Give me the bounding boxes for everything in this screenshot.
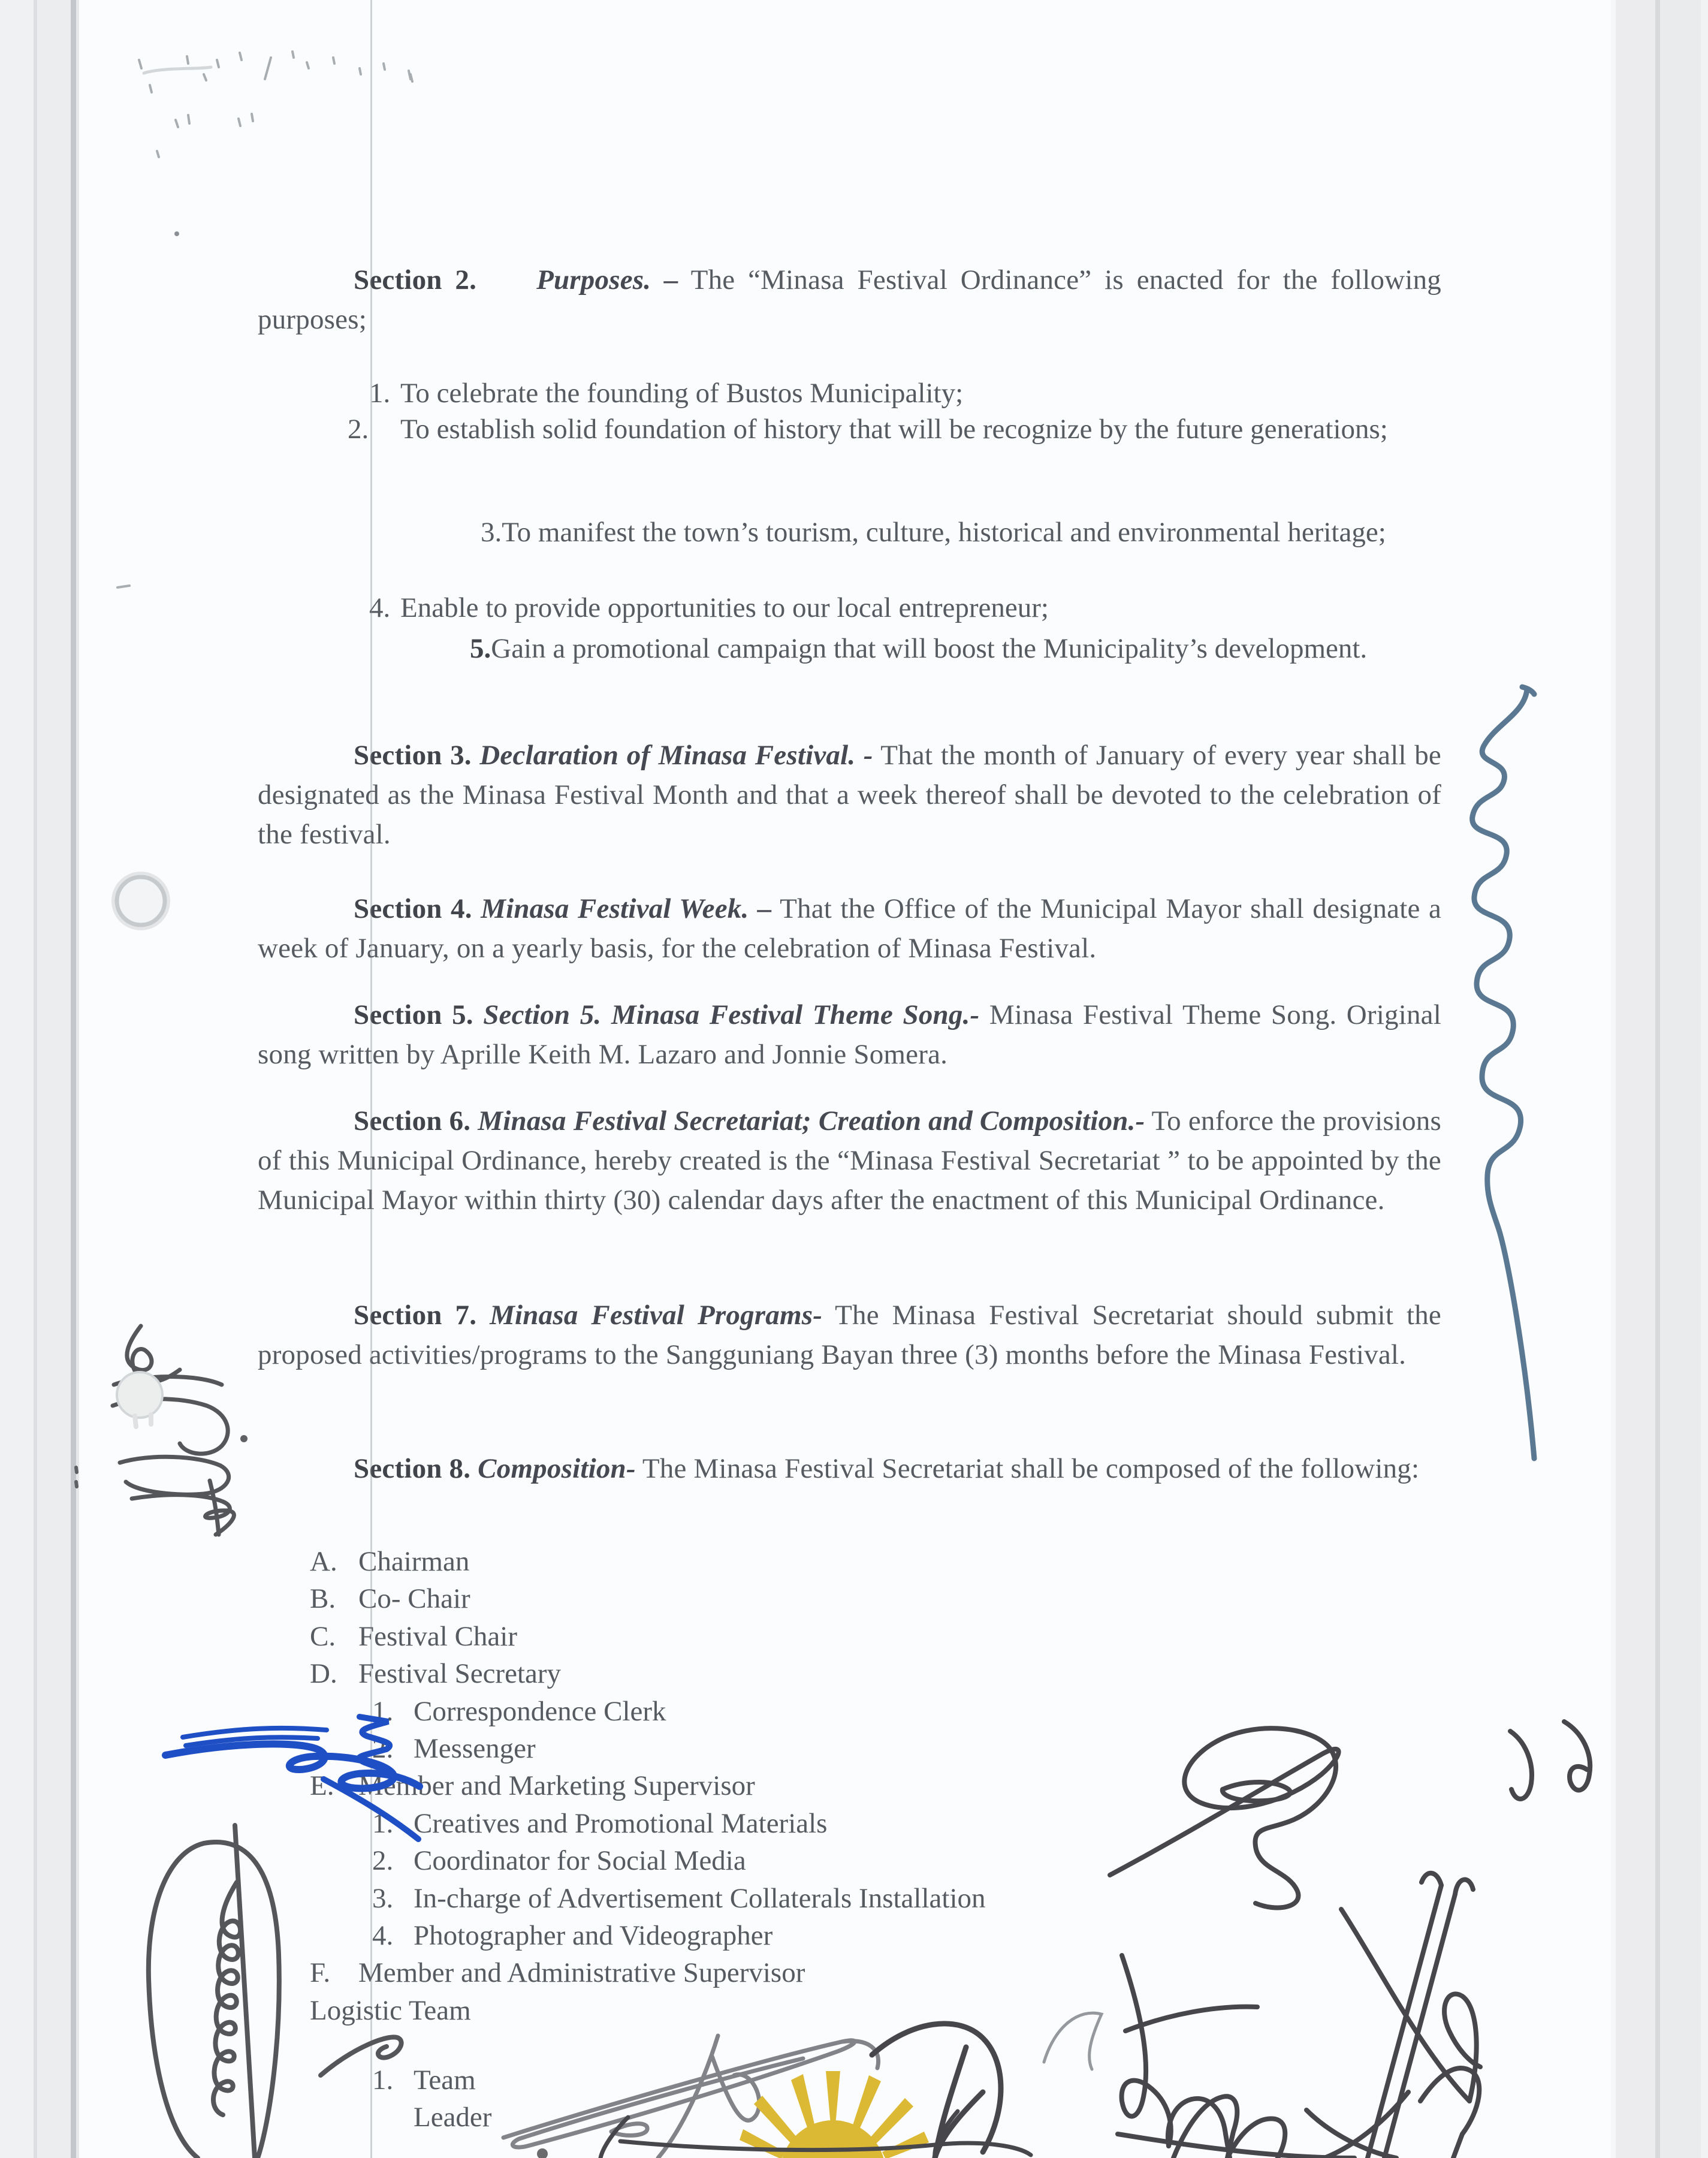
item-marker: E.: [310, 1770, 334, 1802]
item-text: Messenger: [414, 1732, 536, 1764]
section-7-title: Minasa Festival Programs-: [490, 1300, 823, 1331]
purpose-marker-3: 3.: [481, 517, 502, 548]
section-4-paragraph: [258, 889, 1441, 968]
purpose-text-1: To celebrate the founding of Bustos Municipality;: [400, 378, 964, 409]
list-subitem-continuation: [372, 2099, 491, 2136]
section-4-label: Section 4.: [354, 893, 472, 924]
item-marker: 2.: [372, 1732, 394, 1764]
list-subitem: [310, 1693, 986, 1730]
section-5-title: Section 5. Minasa Festival Theme Song.-: [483, 999, 980, 1030]
section-2-title: Purposes. –: [536, 264, 678, 296]
section-6-body: To enforce the provisions of this Municipal Ordinance, hereby created is the “Minasa Festival Secretariat ” to be appointed by the Municipal Mayor within thirty (30) calendar days after the enactment of this Municipal Ordinance.: [258, 1105, 1441, 1216]
list-item: [310, 1992, 986, 2029]
list-subitem: [310, 1917, 986, 1954]
item-text: Logistic Team: [310, 1994, 471, 2026]
purpose-item-2: [348, 411, 1475, 448]
team-leader-item: [372, 2061, 491, 2136]
item-marker: D.: [310, 1658, 337, 1690]
purpose-text-5: Gain a promotional campaign that will boost the Municipality’s development.: [491, 633, 1368, 664]
page-fold-line: [370, 0, 372, 2158]
item-marker: B.: [310, 1583, 336, 1615]
item-text: Coordinator for Social Media: [414, 1845, 746, 1877]
section-8-label: Section 8.: [354, 1453, 471, 1484]
item-marker: 1.: [372, 1807, 394, 1839]
item-marker: F.: [310, 1957, 331, 1989]
item-text: Co- Chair: [358, 1583, 470, 1615]
purpose-marker-2: 2.: [348, 414, 369, 445]
list-subitem: [372, 2061, 491, 2099]
purpose-text-4: Enable to provide opportunities to our local entrepreneur;: [400, 592, 1049, 623]
section-3-paragraph: [258, 736, 1441, 854]
item-text: Photographer and Videographer: [414, 1919, 773, 1951]
list-item: [310, 1954, 986, 1991]
purpose-item-3: [258, 514, 1441, 551]
purpose-marker-1: 1.: [369, 378, 391, 409]
section-3-title: Declaration of Minasa Festival. -: [479, 740, 873, 771]
section-3-body: That the month of January of every year shall be designated as the Minasa Festival Month and that a week thereof shall be devoted to the celebration of the festival.: [258, 740, 1441, 850]
section-7-body: The Minasa Festival Secretariat should submit the proposed activities/programs to the Sangguniang Bayan three (3) months before the Minasa Festival.: [258, 1300, 1441, 1370]
item-text: Member and Marketing Supervisor: [358, 1770, 755, 1802]
purpose-marker-4: 4.: [369, 592, 391, 623]
list-item: [310, 1618, 986, 1655]
purpose-item-5: [372, 629, 1444, 668]
section-8-paragraph: [258, 1449, 1441, 1488]
purpose-text-3: To manifest the town’s tourism, culture, historical and environmental heritage;: [502, 517, 1386, 548]
list-item: [310, 1767, 986, 1804]
purpose-item-1: [369, 375, 1448, 412]
composition-list: [310, 1543, 986, 2029]
purpose-item-4: [369, 589, 1448, 626]
item-text: Creatives and Promotional Materials: [414, 1807, 828, 1839]
item-text: In-charge of Advertisement Collaterals Installation: [414, 1882, 986, 1914]
list-subitem: [310, 1880, 986, 1917]
item-marker: 1.: [372, 2064, 394, 2096]
list-item: [310, 1580, 986, 1617]
list-item: [310, 1543, 986, 1580]
purpose-marker-5: 5.: [470, 633, 491, 664]
item-text: Chairman: [358, 1546, 470, 1577]
item-text: Team: [414, 2064, 476, 2096]
section-8-title: Composition-: [478, 1453, 636, 1484]
section-7-paragraph: [258, 1295, 1441, 1375]
list-item: [310, 1655, 986, 1692]
item-text: Leader: [414, 2102, 492, 2133]
section-5-paragraph: [258, 995, 1441, 1074]
item-marker: 2.: [372, 1845, 394, 1877]
section-4-title: Minasa Festival Week. –: [481, 893, 772, 924]
item-marker: 3.: [372, 1882, 394, 1914]
item-text: Member and Administrative Supervisor: [358, 1957, 805, 1989]
item-marker: C.: [310, 1620, 336, 1652]
item-text: Correspondence Clerk: [414, 1695, 666, 1727]
purpose-text-2: To establish solid foundation of history that will be recognize by the future generations;: [400, 414, 1388, 445]
item-marker: 1.: [372, 1695, 394, 1727]
section-5-label: Section 5.: [354, 999, 473, 1030]
section-5-body: Minasa Festival Theme Song. Original song written by Aprille Keith M. Lazaro and Jonnie Somera.: [258, 999, 1441, 1070]
list-subitem: [310, 1842, 986, 1879]
list-subitem: [310, 1730, 986, 1767]
section-2-body: The “Minasa Festival Ordinance” is enacted for the following purposes;: [258, 264, 1441, 335]
section-7-label: Section 7.: [354, 1300, 477, 1331]
item-marker: A.: [310, 1546, 337, 1577]
section-4-body: That the Office of the Municipal Mayor shall designate a week of January, on a yearly basis, for the celebration of Minasa Festival.: [258, 893, 1442, 964]
section-3-label: Section 3.: [354, 740, 472, 771]
item-marker: 4.: [372, 1919, 394, 1951]
section-2-label: Section 2.: [354, 264, 477, 296]
section-6-paragraph: [258, 1101, 1441, 1220]
section-6-title: Minasa Festival Secretariat; Creation and Composition.-: [478, 1105, 1145, 1137]
list-subitem: [310, 1805, 986, 1842]
section-2-paragraph: [258, 260, 1441, 339]
section-8-body: The Minasa Festival Secretariat shall be composed of the following:: [642, 1453, 1420, 1484]
item-text: Festival Secretary: [358, 1658, 562, 1690]
item-text: Festival Chair: [358, 1620, 517, 1652]
section-6-label: Section 6.: [354, 1105, 471, 1137]
